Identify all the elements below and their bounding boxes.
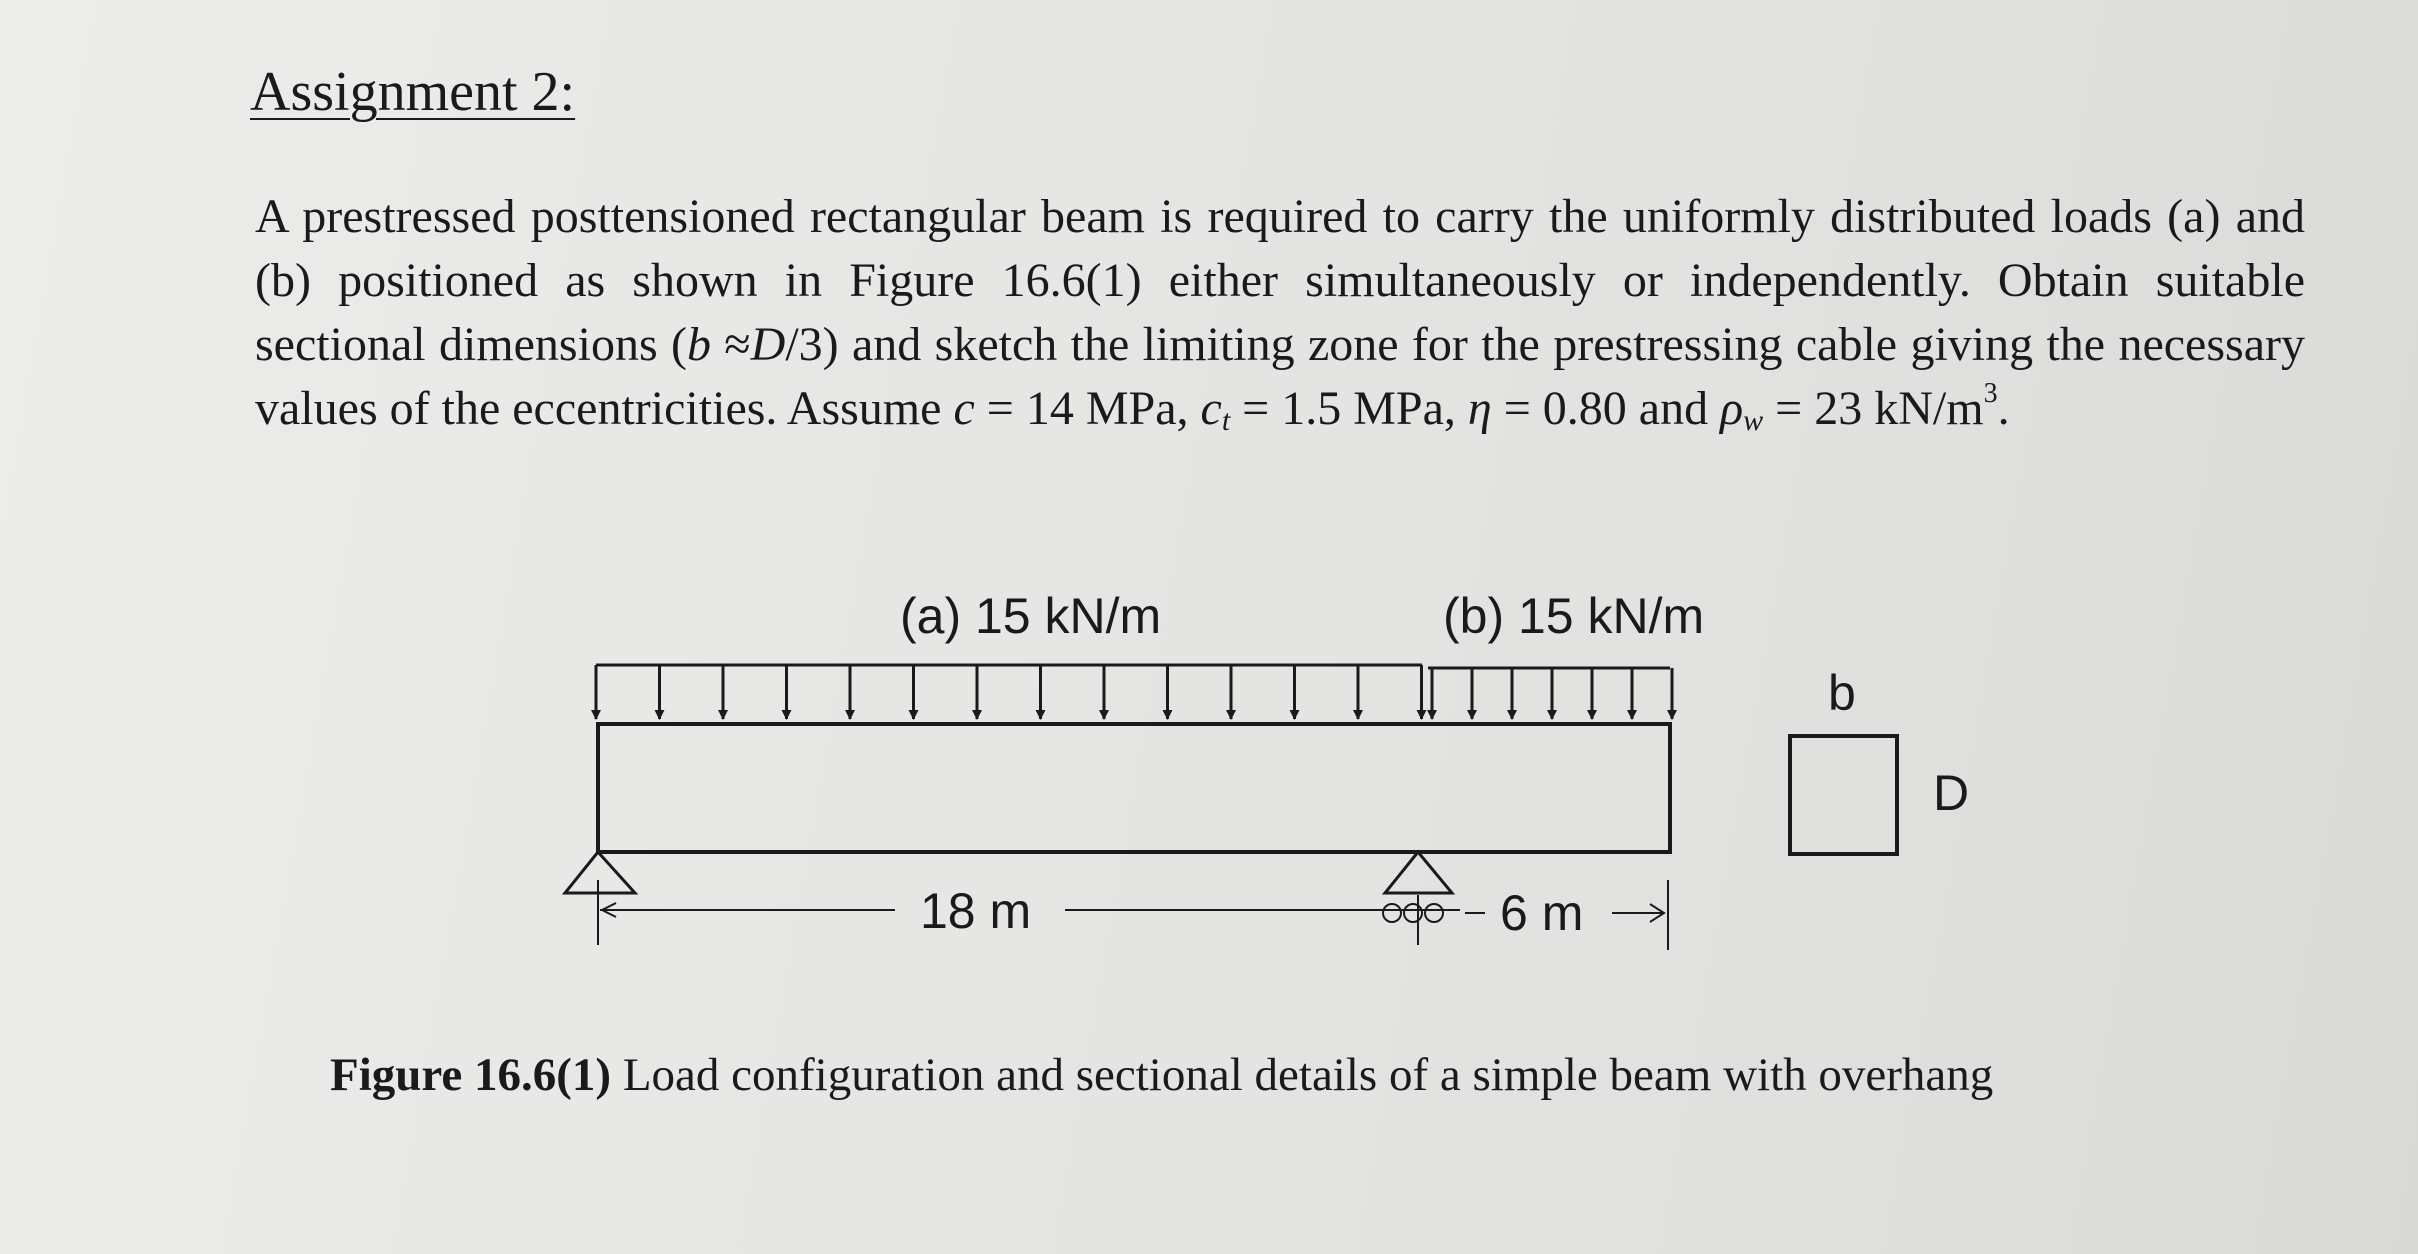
udl-load-a [596, 665, 1422, 719]
symbol-ct-subscript: t [1221, 404, 1231, 437]
figure-caption [330, 1048, 1993, 1102]
symbol-c: c [953, 382, 975, 435]
section-rectangle [1790, 736, 1897, 854]
symbol-rho: ρ [1720, 382, 1744, 435]
unit-exponent: 3 [1983, 378, 1998, 409]
caption-text: Load configuration and sectional details of a simple beam with overhang [611, 1049, 1994, 1101]
udl-a-arrows [596, 665, 1422, 719]
dimension-18m [600, 883, 1460, 939]
problem-text-4: = 1.5 MPa, [1230, 382, 1468, 435]
caption-label: Figure 16.6(1) [330, 1049, 612, 1101]
span-main-label: 18 m [920, 883, 1032, 939]
section-width-label: b [1828, 665, 1856, 721]
beam-body [598, 724, 1670, 852]
symbol-rho-subscript: w [1743, 404, 1764, 437]
load-b-label: (b) 15 kN/m [1443, 588, 1705, 644]
approx-sign: ≈ [710, 318, 751, 371]
symbol-D: D [750, 318, 786, 371]
symbol-b: b [686, 318, 711, 371]
span-overhang-label: 6 m [1500, 885, 1584, 941]
problem-text-2: /3) and sketch the limiting zone for the prestressing cable giving the necessary values of the eccentricities. Assume [255, 318, 2306, 435]
dimension-6m [1465, 880, 1668, 950]
problem-text-5: = 0.80 and [1491, 382, 1721, 435]
problem-text-7: . [1997, 382, 2010, 435]
symbol-ct: c [1200, 382, 1222, 435]
problem-text-6: = 23 kN/m [1763, 382, 1984, 435]
udl-load-b [1428, 668, 1672, 719]
udl-b-arrows [1432, 668, 1672, 719]
problem-text-1: A prestressed posttensioned rectangular beam is required to carry the uniformly distributed loads (a) and (b) positioned as shown in Figure 16.6(1) either simultaneously or independently. Obtain suitable sectional dimensions ( [255, 190, 2305, 371]
assignment-title: Assignment 2: [250, 61, 576, 123]
cross-section [1790, 665, 1969, 854]
load-a-label: (a) 15 kN/m [900, 588, 1162, 644]
section-depth-label: D [1933, 765, 1970, 821]
roller-support-middle [1383, 852, 1452, 945]
pin-support-left [565, 852, 635, 945]
problem-text-3: = 14 MPa, [974, 382, 1201, 435]
symbol-eta: η [1467, 382, 1492, 435]
